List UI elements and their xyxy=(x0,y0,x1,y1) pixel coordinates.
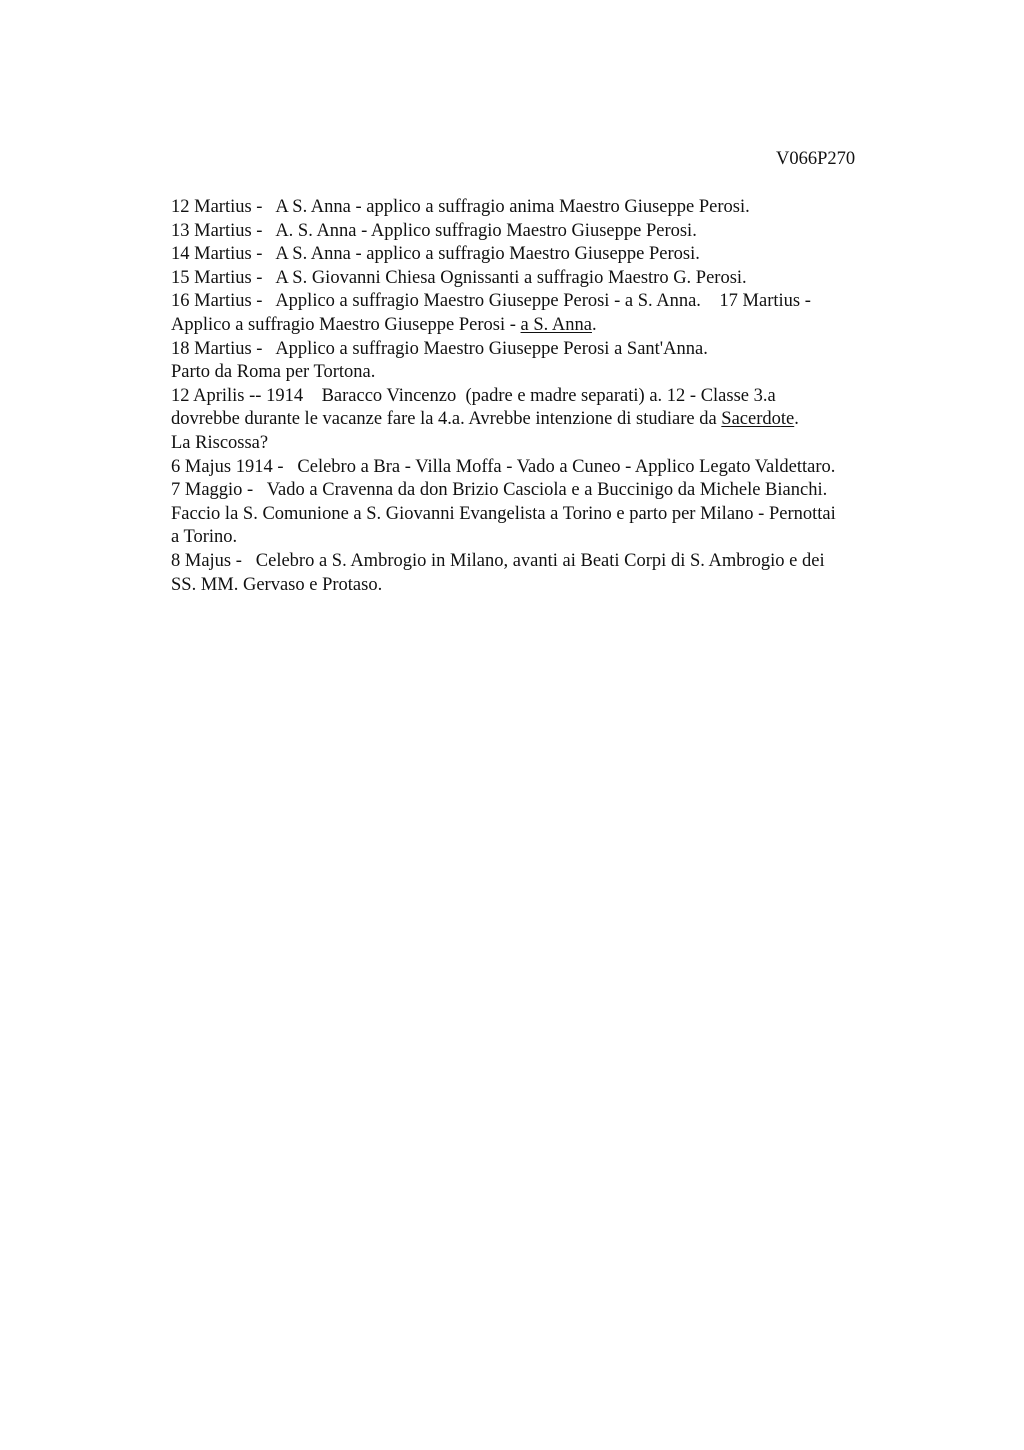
text-line: 8 Majus - Celebro a S. Ambrogio in Milano, avanti ai Beati Corpi di S. Ambrogio e dei xyxy=(171,550,825,571)
text-line: 12 Martius - A S. Anna - applico a suffragio anima Maestro Giuseppe Perosi. xyxy=(171,197,750,217)
page-reference: V066P270 xyxy=(776,149,856,169)
text-segment: Applico a suffragio Maestro Giuseppe Perosi - xyxy=(171,314,521,335)
text-line xyxy=(171,314,931,338)
text-segment: . xyxy=(591,314,597,335)
text-line: La Riscossa? xyxy=(171,432,269,453)
text-line: 18 Martius - Applico a suffragio Maestro Giuseppe Perosi a Sant'Anna. xyxy=(171,338,708,359)
document-body xyxy=(171,196,931,597)
underlined-text: a S. Anna xyxy=(520,314,592,335)
text-line: 15 Martius - A S. Giovanni Chiesa Ognissanti a suffragio Maestro G. Perosi. xyxy=(171,267,747,288)
text-line: 7 Maggio - Vado a Cravenna da don Brizio Casciola e a Buccinigo da Michele Bianchi. xyxy=(171,480,828,501)
text-segment: . xyxy=(794,409,799,430)
text-line: Faccio la S. Comunione a S. Giovanni Evangelista a Torino e parto per Milano - Pernottai xyxy=(171,503,836,524)
text-line: 16 Martius - Applico a suffragio Maestro Giuseppe Perosi - a S. Anna. 17 Martius - xyxy=(171,291,811,312)
text-line: a Torino. xyxy=(171,527,238,548)
text-line: 13 Martius - A. S. Anna - Applico suffragio Maestro Giuseppe Perosi. xyxy=(171,220,697,241)
text-line xyxy=(171,408,931,432)
underlined-text: Sacerdote xyxy=(721,409,795,430)
text-line: 6 Majus 1914 - Celebro a Bra - Villa Moffa - Vado a Cuneo - Applico Legato Valdettaro. xyxy=(171,456,836,477)
text-line: SS. MM. Gervaso e Protaso. xyxy=(171,574,383,595)
text-line: Parto da Roma per Tortona. xyxy=(171,362,376,383)
text-segment: dovrebbe durante le vacanze fare la 4.a. Avrebbe intenzione di studiare da xyxy=(171,409,722,430)
text-line: 12 Aprilis -- 1914 Baracco Vincenzo (padre e madre separati) a. 12 - Classe 3.a xyxy=(171,385,776,406)
text-line: 14 Martius - A S. Anna - applico a suffragio Maestro Giuseppe Perosi. xyxy=(171,244,700,265)
